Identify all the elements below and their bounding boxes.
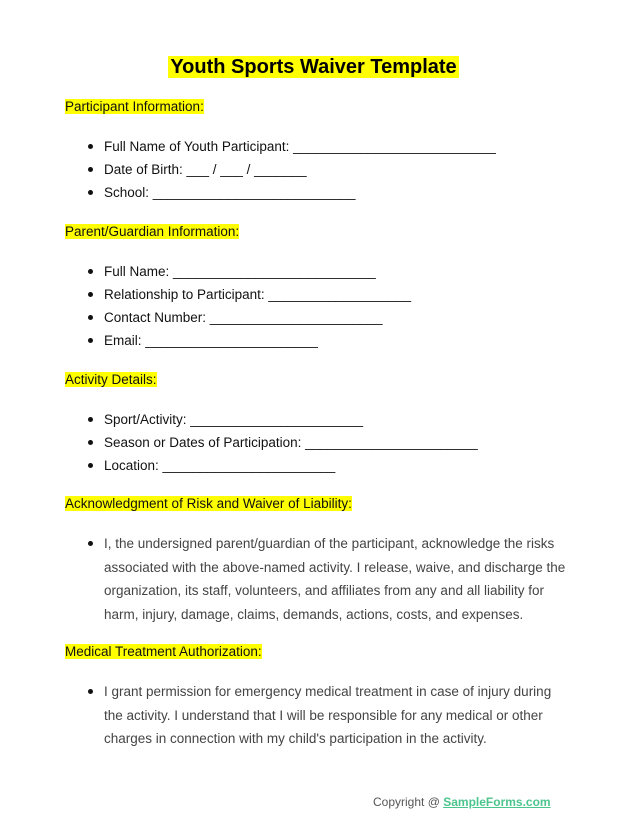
heading-activity [65,372,157,387]
heading-guardian [65,224,239,239]
list-item: Full Name of Youth Participant: ___________________________ [86,135,566,158]
list-item: Date of Birth: ___ / ___ / _______ [86,158,566,181]
medical-paragraph: I grant permission for emergency medical treatment in case of injury during the activity. I understand that I will be responsible for any medical or other charges in connection with my child's participation in the activity. [86,680,566,751]
list-item: Relationship to Participant: ___________________ [86,283,566,306]
list-item: School: ___________________________ [86,181,566,204]
waiver-list [86,532,566,626]
heading-text: Participant Information: [65,99,204,114]
medical-list [86,680,566,751]
list-item: Sport/Activity: _______________________ [86,408,566,431]
title-text: Youth Sports Waiver Template [170,56,457,78]
heading-medical [65,644,262,659]
list-item: Location: _______________________ [86,454,566,477]
list-item: Email: _______________________ [86,329,566,352]
document-title [0,56,627,79]
copyright-footer [373,795,551,809]
brand-link[interactable]: SampleForms.com [443,795,551,809]
list-item: Season or Dates of Participation: _______________________ [86,431,566,454]
guardian-list [86,260,566,352]
participant-list [86,135,566,204]
heading-text: Acknowledgment of Risk and Waiver of Liability: [65,496,352,511]
copyright-text: Copyright @ [373,795,444,809]
list-item: Contact Number: _______________________ [86,306,566,329]
waiver-paragraph: I, the undersigned parent/guardian of the participant, acknowledge the risks associated with the above-named activity. I release, waive, and discharge the organization, its staff, volunteers, and affiliates from any and all liability for harm, injury, damage, claims, demands, actions, costs, and expenses. [86,532,566,626]
heading-text: Parent/Guardian Information: [65,224,240,239]
heading-waiver [65,496,352,511]
list-item: Full Name: ___________________________ [86,260,566,283]
heading-participant [65,99,204,114]
heading-text: Activity Details: [65,372,157,387]
activity-list [86,408,566,477]
heading-text: Medical Treatment Authorization: [65,644,262,659]
